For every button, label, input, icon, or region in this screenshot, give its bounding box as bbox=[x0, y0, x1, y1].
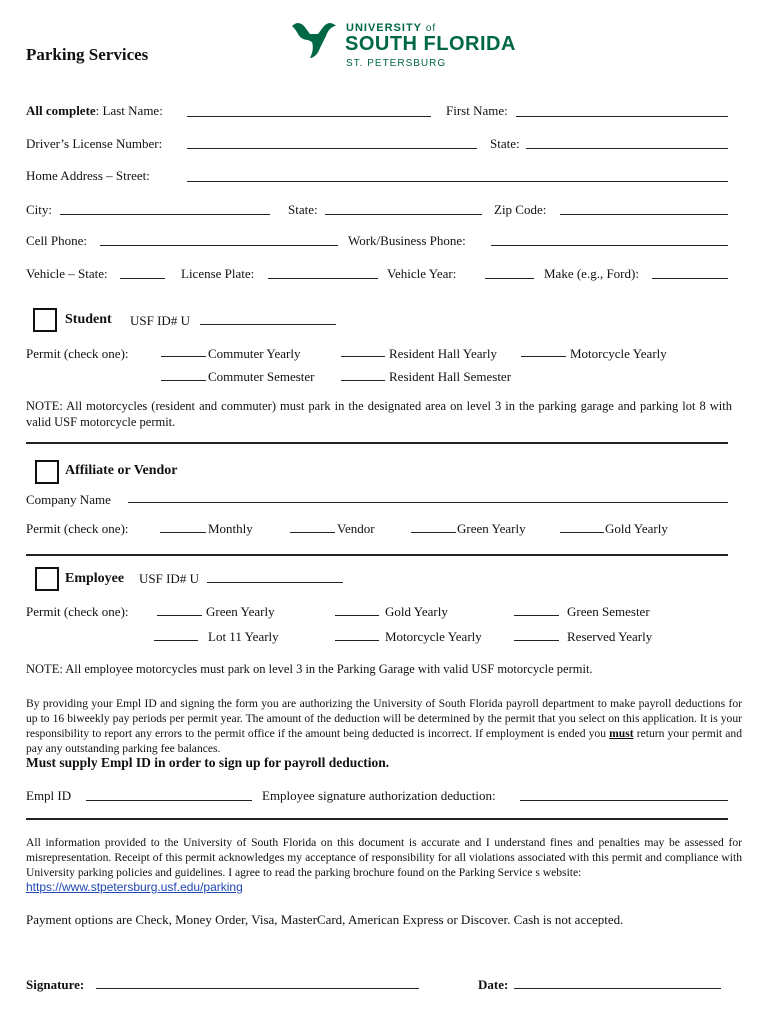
vehicle-state-field[interactable] bbox=[120, 278, 165, 279]
logo-south-florida: SOUTH FLORIDA bbox=[345, 33, 516, 55]
work-phone-label: Work/Business Phone: bbox=[348, 233, 466, 248]
work-phone-field[interactable] bbox=[491, 245, 728, 246]
logo-university: UNIVERSITY bbox=[346, 22, 422, 34]
student-resident-yearly-blank[interactable] bbox=[341, 356, 385, 357]
empl-id-field[interactable] bbox=[86, 800, 252, 801]
company-name-label: Company Name bbox=[26, 492, 111, 507]
drivers-license-field[interactable] bbox=[187, 148, 477, 149]
student-usf-id-label: USF ID# U bbox=[130, 313, 190, 328]
affiliate-option-vendor: Vendor bbox=[337, 521, 375, 536]
employee-checkbox[interactable] bbox=[35, 567, 59, 591]
first-name-field[interactable] bbox=[516, 116, 728, 117]
city-state-label: State: bbox=[288, 202, 318, 217]
affiliate-option-green-yearly: Green Yearly bbox=[457, 521, 526, 536]
zip-label: Zip Code: bbox=[494, 202, 547, 217]
affiliate-vendor-blank[interactable] bbox=[290, 532, 335, 533]
make-field[interactable] bbox=[652, 278, 728, 279]
signature-label: Signature: bbox=[26, 977, 85, 992]
student-permit-label: Permit (check one): bbox=[26, 346, 129, 361]
affiliate-checkbox[interactable] bbox=[35, 460, 59, 484]
employee-option-green-yearly: Green Yearly bbox=[206, 604, 275, 619]
logo-st-petersburg: ST. PETERSBURG bbox=[346, 58, 447, 69]
signature-field[interactable] bbox=[96, 988, 419, 989]
affiliate-monthly-blank[interactable] bbox=[160, 532, 206, 533]
affiliate-option-monthly: Monthly bbox=[208, 521, 253, 536]
make-label: Make (e.g., Ford): bbox=[544, 266, 639, 281]
student-option-resident-hall-yearly: Resident Hall Yearly bbox=[389, 346, 497, 361]
drivers-license-label: Driver’s License Number: bbox=[26, 136, 163, 151]
employee-option-green-semester: Green Semester bbox=[567, 604, 650, 619]
student-heading: Student bbox=[65, 312, 112, 327]
affiliate-gold-yearly-blank[interactable] bbox=[560, 532, 604, 533]
signature-auth-field[interactable] bbox=[520, 800, 728, 801]
affiliate-option-gold-yearly: Gold Yearly bbox=[605, 521, 668, 536]
employee-green-semester-blank[interactable] bbox=[514, 615, 559, 616]
signature-auth-label: Employee signature authorization deduction: bbox=[262, 788, 496, 803]
student-option-commuter-yearly: Commuter Yearly bbox=[208, 346, 301, 361]
parking-website-link[interactable]: https://www.stpetersburg.usf.edu/parking bbox=[26, 880, 243, 894]
cell-phone-label: Cell Phone: bbox=[26, 233, 88, 248]
home-address-label: Home Address – Street: bbox=[26, 168, 150, 183]
student-checkbox[interactable] bbox=[33, 308, 57, 332]
usf-bull-logo-icon bbox=[290, 20, 338, 60]
last-name-field[interactable] bbox=[187, 116, 431, 117]
cell-phone-field[interactable] bbox=[100, 245, 338, 246]
logo-of: of bbox=[425, 23, 437, 34]
student-option-resident-hall-semester: Resident Hall Semester bbox=[389, 369, 512, 384]
employee-option-motorcycle-yearly: Motorcycle Yearly bbox=[385, 629, 482, 644]
affiliate-heading: Affiliate or Vendor bbox=[65, 463, 178, 478]
vehicle-year-field[interactable] bbox=[485, 278, 534, 279]
license-state-label: State: bbox=[490, 136, 520, 151]
student-commuter-yearly-blank[interactable] bbox=[161, 356, 206, 357]
disclaimer-paragraph: All information provided to the University of South Florida on this document is accurate and I understand fines and penalties may be assessed for misrepresentation. Receipt of this permit acknowledges my acceptance of responsibility for all violations associated with this permit and compliance with University parking policies and guidelines. I agree to read the parking brochure found on the Parking Service s website: https://www.stpetersburg.usf.edu/parking bbox=[26, 836, 742, 894]
must-supply-empl-id: Must supply Empl ID in order to sign up for payroll deduction. bbox=[26, 755, 390, 770]
employee-note: NOTE: All employee motorcycles must park on level 3 in the Parking Garage with valid USF motorcycle permit. bbox=[26, 662, 593, 676]
affiliate-green-yearly-blank[interactable] bbox=[411, 532, 456, 533]
vehicle-state-label: Vehicle – State: bbox=[26, 266, 108, 281]
payment-options: Payment options are Check, Money Order, Visa, MasterCard, American Express or Discover. Cash is not accepted. bbox=[26, 912, 624, 927]
employee-option-lot11-yearly: Lot 11 Yearly bbox=[208, 629, 279, 644]
employee-option-gold-yearly: Gold Yearly bbox=[385, 604, 448, 619]
license-plate-label: License Plate: bbox=[181, 266, 255, 281]
date-field[interactable] bbox=[514, 988, 721, 989]
divider-employee bbox=[26, 818, 728, 820]
employee-reserved-yearly-blank[interactable] bbox=[514, 640, 559, 641]
date-label: Date: bbox=[478, 977, 509, 992]
license-plate-field[interactable] bbox=[268, 278, 378, 279]
employee-usf-id-field[interactable] bbox=[207, 582, 343, 583]
student-resident-semester-blank[interactable] bbox=[341, 380, 385, 381]
student-option-commuter-semester: Commuter Semester bbox=[208, 369, 315, 384]
usf-logo bbox=[290, 18, 520, 72]
payroll-paragraph: By providing your Empl ID and signing the form you are authorizing the University of South Florida payroll department to make payroll deductions for up to 16 biweekly pay periods per permit year. The amount of the deduction will be determined by the permit that you select on this application. It is your responsibility to report any errors to the permit office if the amount being deducted is incorrect. If employment is ended you must return your permit and pay any outstanding parking fee balances. bbox=[26, 697, 743, 755]
license-state-field[interactable] bbox=[526, 148, 728, 149]
divider-student bbox=[26, 442, 728, 444]
empl-id-label: Empl ID bbox=[26, 788, 72, 803]
all-complete-label: All complete: Last Name: bbox=[26, 103, 163, 118]
employee-green-yearly-blank[interactable] bbox=[157, 615, 202, 616]
divider-affiliate bbox=[26, 554, 728, 556]
employee-heading: Employee bbox=[65, 571, 125, 586]
student-motorcycle-yearly-blank[interactable] bbox=[521, 356, 566, 357]
employee-usf-id-label: USF ID# U bbox=[139, 571, 199, 586]
zip-field[interactable] bbox=[560, 214, 728, 215]
employee-gold-yearly-blank[interactable] bbox=[335, 615, 379, 616]
employee-option-reserved-yearly: Reserved Yearly bbox=[567, 629, 653, 644]
student-option-motorcycle-yearly: Motorcycle Yearly bbox=[570, 346, 667, 361]
payroll-must: must bbox=[609, 727, 634, 740]
affiliate-permit-label: Permit (check one): bbox=[26, 521, 129, 536]
student-commuter-semester-blank[interactable] bbox=[161, 380, 206, 381]
city-field[interactable] bbox=[60, 214, 270, 215]
city-label: City: bbox=[26, 202, 53, 217]
home-address-field[interactable] bbox=[187, 181, 728, 182]
vehicle-year-label: Vehicle Year: bbox=[387, 266, 457, 281]
company-name-field[interactable] bbox=[128, 502, 728, 503]
city-state-field[interactable] bbox=[325, 214, 482, 215]
student-usf-id-field[interactable] bbox=[200, 324, 336, 325]
employee-motorcycle-yearly-blank[interactable] bbox=[335, 640, 379, 641]
student-note: NOTE: All motorcycles (resident and commuter) must park in the designated area on level 3 in the parking garage and parking lot 8 with valid USF motorcycle permit. bbox=[26, 399, 732, 429]
first-name-label: First Name: bbox=[446, 103, 508, 118]
employee-permit-label: Permit (check one): bbox=[26, 604, 129, 619]
page-title: Parking Services bbox=[26, 45, 149, 64]
employee-lot11-yearly-blank[interactable] bbox=[154, 640, 198, 641]
